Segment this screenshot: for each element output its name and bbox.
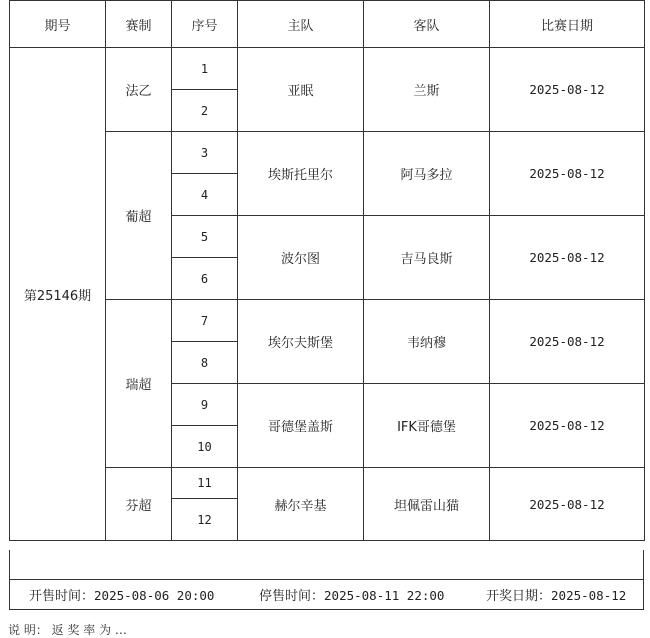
sale-start-info [29,585,214,604]
match-date-cell: 2025-08-12 [490,216,645,300]
header-away: 客队 [364,1,490,48]
draw-date-info [486,585,626,604]
index-cell: 10 [172,426,238,468]
index-cell: 7 [172,300,238,342]
index-cell: 3 [172,132,238,174]
league-cell: 瑞超 [106,300,172,468]
away-team-cell: 吉马良斯 [364,216,490,300]
home-team-cell: 哥德堡盖斯 [238,384,364,468]
away-team-cell: 坦佩雷山猫 [364,468,490,541]
home-team-cell: 波尔图 [238,216,364,300]
sale-info-footer [9,580,644,610]
table-row [10,48,645,90]
header-row [10,1,645,48]
sale-stop-time: 2025-08-11 22:00 [324,588,445,603]
table-row [10,300,645,342]
table-row [10,468,645,499]
header-date: 比赛日期 [490,1,645,48]
sale-start-time: 2025-08-06 20:00 [94,588,215,603]
index-cell: 9 [172,384,238,426]
header-league: 赛制 [106,1,172,48]
match-date-cell: 2025-08-12 [490,384,645,468]
index-cell: 5 [172,216,238,258]
home-team-cell: 埃尔夫斯堡 [238,300,364,384]
league-cell: 葡超 [106,132,172,300]
index-cell: 12 [172,499,238,541]
index-cell: 4 [172,174,238,216]
league-cell: 法乙 [106,48,172,132]
schedule-table [9,0,645,541]
away-team-cell: 兰斯 [364,48,490,132]
home-team-cell: 赫尔辛基 [238,468,364,541]
away-team-cell: 阿马多拉 [364,132,490,216]
home-team-cell: 亚眠 [238,48,364,132]
away-team-cell: IFK哥德堡 [364,384,490,468]
away-team-cell: 韦纳穆 [364,300,490,384]
period-cell: 第25146期 [10,48,106,541]
index-cell: 1 [172,48,238,90]
header-home: 主队 [238,1,364,48]
note-text-cutoff: 说 明： 返 奖 率 为 … [8,623,127,637]
index-cell: 8 [172,342,238,384]
sale-start-label: 开售时间： [29,589,95,604]
match-date-cell: 2025-08-12 [490,48,645,132]
sale-stop-info [259,585,444,604]
index-cell: 11 [172,468,238,499]
home-team-cell: 埃斯托里尔 [238,132,364,216]
table-row [10,132,645,174]
draw-date: 2025-08-12 [551,588,627,603]
match-date-cell: 2025-08-12 [490,468,645,541]
league-cell: 芬超 [106,468,172,541]
blank-row [9,550,644,580]
header-period: 期号 [10,1,106,48]
draw-date-label: 开奖日期： [486,589,552,604]
sale-stop-label: 停售时间： [259,589,325,604]
index-cell: 6 [172,258,238,300]
match-date-cell: 2025-08-12 [490,132,645,216]
index-cell: 2 [172,90,238,132]
match-date-cell: 2025-08-12 [490,300,645,384]
header-index: 序号 [172,1,238,48]
